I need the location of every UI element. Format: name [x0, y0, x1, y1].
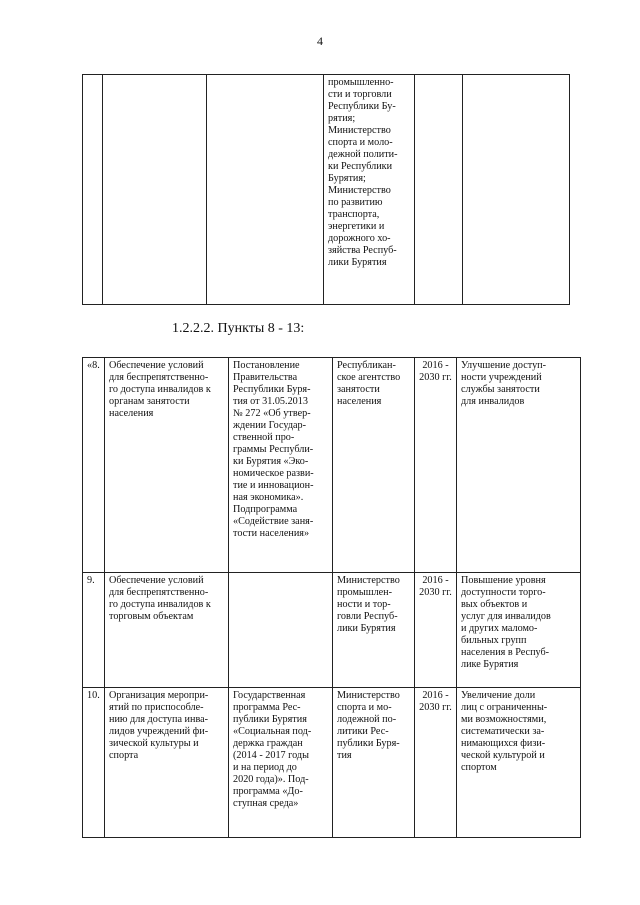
document-text: Государственная программа Рес- публики Бурятия «Социальная под- держка граждан (2014 - 2017 годы и на период до 2020 года)». Под- программа «До- ступная среда»: [229, 688, 333, 838]
num-cell: [83, 75, 103, 305]
table-row: [83, 358, 581, 573]
period-text: 2016 - 2030 гг.: [415, 688, 457, 838]
responsible-cell: промышленно- сти и торговли Республики Бу- рятия; Министерство спорта и моло- дежной полити- ки Республики Бурятия; Министерство по развитию транспорта, энергетики и дорожного хо- зяйства Респуб- лики Бурятия: [324, 75, 415, 305]
result-text: Увеличение доли лиц с ограниченны- ми возможностями, систематически за- нимающихся физи- ческой культурой и спортом: [457, 688, 581, 838]
executor-text: Министерство промышлен- ности и тор- говли Респуб- лики Бурятия: [333, 573, 415, 688]
row-number: «8.: [83, 358, 105, 573]
continuation-table: [82, 74, 570, 305]
measure-text: Обеспечение условий для беспрепятственно- го доступа инвалидов к торговым объектам: [105, 573, 229, 688]
period-text: 2016 - 2030 гг.: [415, 358, 457, 573]
table-row: [83, 75, 570, 305]
page-number: 4: [317, 34, 323, 48]
document-text: Постановление Правительства Республики Буря- тия от 31.05.2013 № 272 «Об утвер- ждении Государ- ственной про- граммы Республи- ки Бурятия «Эко- номическое разви- тие и инновацион- ная экономика». Подпрограмма «Содействие заня- тости населения»: [229, 358, 333, 573]
result-text: Повышение уровня доступности торго- вых объектов и услуг для инвалидов и других маломо- бильных групп населения в Респуб- лике Бурятия: [457, 573, 581, 688]
measures-table: [82, 357, 581, 838]
document-cell: [207, 75, 324, 305]
period-text: 2016 - 2030 гг.: [415, 573, 457, 688]
measure-text: Обеспечение условий для беспрепятственно- го доступа инвалидов к органам занятости населения: [105, 358, 229, 573]
row-number: 9.: [83, 573, 105, 688]
section-heading: 1.2.2.2. Пункты 8 - 13:: [172, 321, 305, 336]
result-text: Улучшение доступ- ности учреждений службы занятости для инвалидов: [457, 358, 581, 573]
table-row: [83, 573, 581, 688]
measure-text: Организация меропри- ятий по приспособле- нию для доступа инва- лидов учреждений фи- зической культуры и спорта: [105, 688, 229, 838]
table-row: [83, 688, 581, 838]
period-cell: [415, 75, 463, 305]
executor-text: Республикан- ское агентство занятости населения: [333, 358, 415, 573]
result-cell: [463, 75, 570, 305]
row-number: 10.: [83, 688, 105, 838]
executor-text: Министерство спорта и мо- лодежной по- литики Рес- публики Буря- тия: [333, 688, 415, 838]
measure-cell: [103, 75, 207, 305]
document-text: [229, 573, 333, 688]
